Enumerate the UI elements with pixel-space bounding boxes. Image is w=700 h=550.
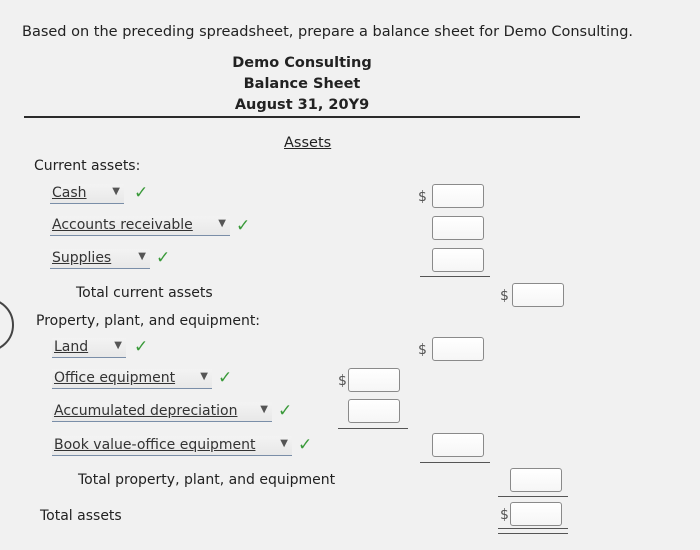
margin-circle-mark — [0, 298, 14, 352]
instruction-text: Based on the preceding spreadsheet, prepare a balance sheet for Demo Consulting. — [22, 24, 634, 40]
subtotal-underline — [338, 428, 408, 429]
dropdown-arrow-icon: ▼ — [200, 371, 208, 382]
dropdown-value: Book value-office equipment — [54, 437, 256, 453]
total-ppe-label: Total property, plant, and equipment — [78, 472, 336, 488]
dropdown-arrow-icon: ▼ — [138, 251, 146, 262]
dropdown-value: Accumulated depreciation — [54, 403, 238, 419]
statement-title: Balance Sheet — [243, 76, 361, 92]
land-amount-input[interactable] — [432, 337, 484, 361]
total-ppe-input[interactable] — [510, 468, 562, 492]
dollar-sign: $ — [418, 189, 427, 205]
office-equipment-dropdown[interactable] — [52, 369, 212, 389]
total-assets-label: Total assets — [40, 508, 122, 524]
check-icon: ✓ — [236, 216, 251, 236]
dropdown-value: Cash — [52, 185, 87, 201]
cash-amount-input[interactable] — [432, 184, 484, 208]
dropdown-arrow-icon: ▼ — [260, 404, 268, 415]
dropdown-value: Supplies — [52, 250, 112, 266]
check-icon: ✓ — [218, 368, 233, 388]
dollar-sign: $ — [500, 507, 509, 523]
total-assets-input[interactable] — [510, 502, 562, 526]
subtotal-underline — [498, 496, 568, 497]
book-value-amount-input[interactable] — [432, 433, 484, 457]
assets-section-title: Assets — [284, 135, 332, 151]
supplies-dropdown[interactable] — [50, 249, 150, 269]
dollar-sign: $ — [338, 373, 347, 389]
check-icon: ✓ — [156, 248, 171, 268]
header-rule — [24, 116, 580, 118]
total-current-assets-input[interactable] — [512, 283, 564, 307]
supplies-amount-input[interactable] — [432, 248, 484, 272]
dollar-sign: $ — [500, 288, 509, 304]
dropdown-value: Land — [54, 339, 89, 355]
cash-dropdown[interactable] — [50, 184, 124, 204]
check-icon: ✓ — [278, 401, 293, 421]
subtotal-underline — [420, 276, 490, 277]
accumulated-depreciation-dropdown[interactable] — [52, 402, 272, 422]
check-icon: ✓ — [298, 435, 313, 455]
accounts-receivable-dropdown[interactable] — [50, 216, 230, 236]
dropdown-arrow-icon: ▼ — [112, 186, 120, 197]
dropdown-arrow-icon: ▼ — [280, 438, 288, 449]
book-value-office-equipment-dropdown[interactable] — [52, 436, 292, 456]
company-name: Demo Consulting — [232, 55, 372, 71]
dropdown-value: Accounts receivable — [52, 217, 193, 233]
dropdown-arrow-icon: ▼ — [114, 340, 122, 351]
dropdown-arrow-icon: ▼ — [218, 218, 226, 229]
land-dropdown[interactable] — [52, 338, 126, 358]
check-icon: ✓ — [134, 183, 149, 203]
check-icon: ✓ — [134, 337, 149, 357]
office-equipment-amount-input[interactable] — [348, 368, 400, 392]
current-assets-heading: Current assets: — [34, 158, 141, 174]
ppe-heading: Property, plant, and equipment: — [36, 313, 261, 329]
dollar-sign: $ — [418, 342, 427, 358]
accumulated-depreciation-amount-input[interactable] — [348, 399, 400, 423]
dropdown-value: Office equipment — [54, 370, 176, 386]
double-underline — [498, 528, 568, 534]
accounts-receivable-amount-input[interactable] — [432, 216, 484, 240]
statement-date: August 31, 20Y9 — [234, 97, 370, 113]
total-current-assets-label: Total current assets — [76, 285, 213, 301]
subtotal-underline — [420, 462, 490, 463]
